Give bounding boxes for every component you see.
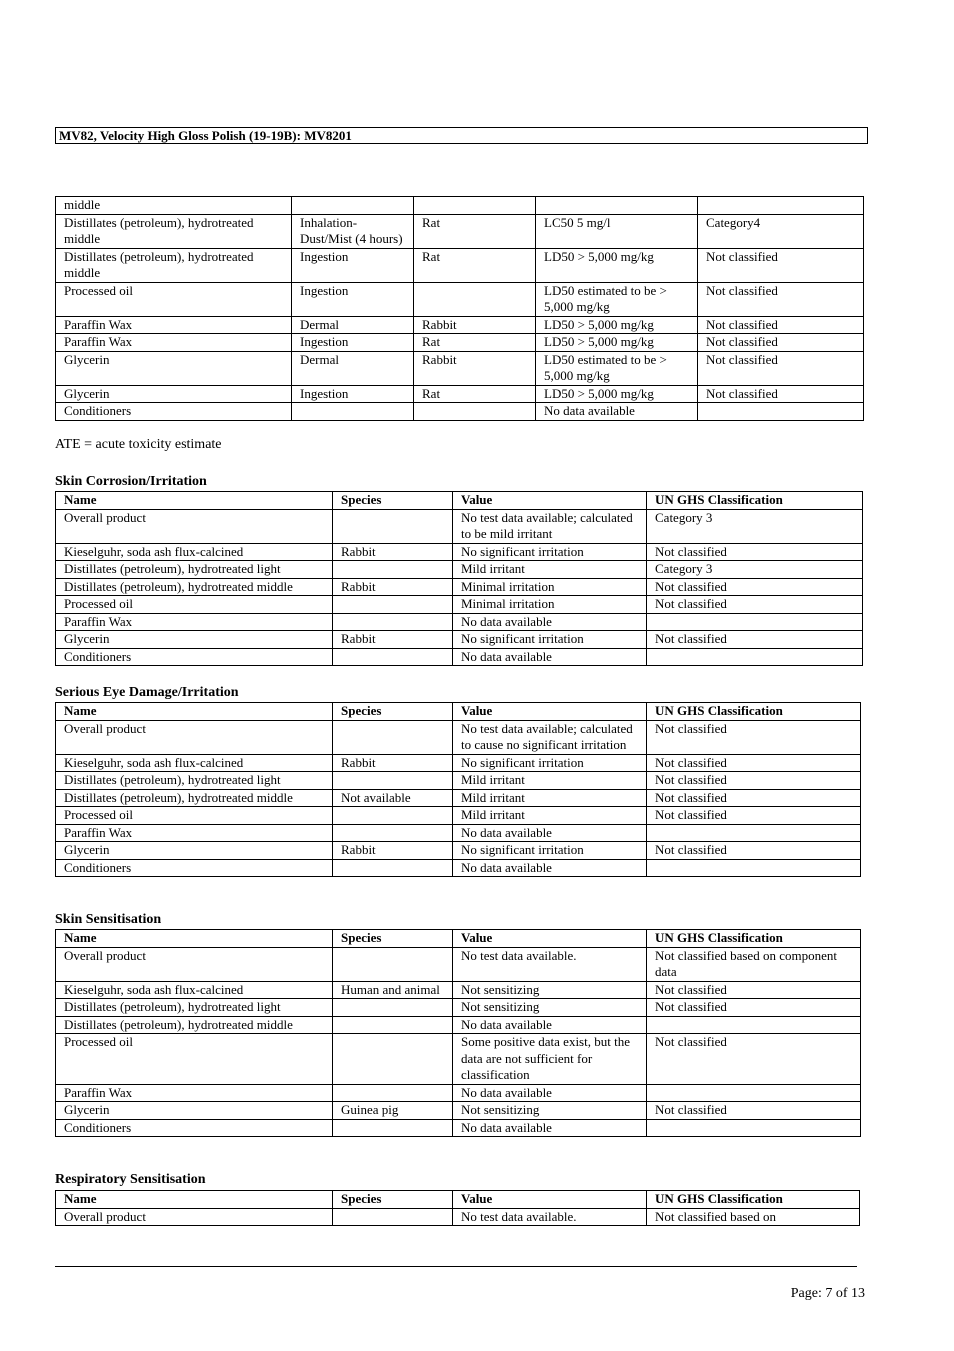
table-cell: Rat <box>414 214 536 248</box>
table-row <box>56 197 864 215</box>
acute-toxicity-table <box>55 196 864 421</box>
table-cell <box>414 403 536 421</box>
table-cell: LD50 > 5,000 mg/kg <box>536 316 698 334</box>
table-cell: Overall product <box>56 720 333 754</box>
table-cell: Conditioners <box>56 648 333 666</box>
table-cell: Ingestion <box>292 248 414 282</box>
table-cell: Human and animal <box>333 981 453 999</box>
table-cell <box>414 197 536 215</box>
table-cell: Rat <box>414 248 536 282</box>
table-cell <box>333 1034 453 1085</box>
table-cell: Category 3 <box>647 509 863 543</box>
table-cell: Conditioners <box>56 403 292 421</box>
table-cell <box>647 1119 861 1137</box>
table-cell: LD50 > 5,000 mg/kg <box>536 334 698 352</box>
table-cell: Glycerin <box>56 842 333 860</box>
table-row <box>56 631 863 649</box>
footer-divider <box>55 1266 857 1267</box>
table-row <box>56 334 864 352</box>
column-header: Value <box>453 930 647 948</box>
column-header: Species <box>333 703 453 721</box>
column-header: Name <box>56 930 333 948</box>
table-cell <box>333 1208 453 1226</box>
table-cell <box>333 720 453 754</box>
table-cell: Distillates (petroleum), hydrotreated middle <box>56 248 292 282</box>
table-cell: Overall product <box>56 509 333 543</box>
table-row <box>56 214 864 248</box>
respiratory-sensitisation-title: Respiratory Sensitisation <box>55 1172 206 1187</box>
table-cell: Not classified based on <box>647 1208 860 1226</box>
table-cell: Glycerin <box>56 631 333 649</box>
table-cell: Distillates (petroleum), hydrotreated middle <box>56 214 292 248</box>
table-cell: Minimal irritation <box>453 578 647 596</box>
column-header: UN GHS Classification <box>647 1191 860 1209</box>
table-cell <box>333 999 453 1017</box>
table-cell: Rabbit <box>333 754 453 772</box>
table-cell <box>333 596 453 614</box>
table-row <box>56 789 861 807</box>
table-cell: No significant irritation <box>453 754 647 772</box>
table-cell <box>333 859 453 877</box>
table-cell <box>414 282 536 316</box>
table-cell: Not classified <box>698 282 864 316</box>
table-cell: Paraffin Wax <box>56 316 292 334</box>
table-cell <box>647 1084 861 1102</box>
table-cell: Not classified <box>647 754 861 772</box>
table-row <box>56 1034 861 1085</box>
column-header: Value <box>453 703 647 721</box>
table-cell: Not classified <box>647 789 861 807</box>
table-cell: Some positive data exist, but the data are not sufficient for classification <box>453 1034 647 1085</box>
table-cell: Rat <box>414 334 536 352</box>
table-cell: Processed oil <box>56 596 333 614</box>
table-row <box>56 648 863 666</box>
table-cell: Category 3 <box>647 561 863 579</box>
page-number: Page: 7 of 13 <box>790 1286 865 1301</box>
table-cell: Mild irritant <box>453 561 647 579</box>
document-header-title: MV82, Velocity High Gloss Polish (19-19B): MV8201 <box>55 127 868 144</box>
table-row <box>56 351 864 385</box>
table-cell: No data available <box>453 1119 647 1137</box>
table-header-row <box>56 703 861 721</box>
table-cell: No significant irritation <box>453 543 647 561</box>
table-cell <box>647 613 863 631</box>
table-cell: No data available <box>453 1084 647 1102</box>
table-cell: No test data available. <box>453 947 647 981</box>
table-row <box>56 1208 860 1226</box>
table-cell: Not classified <box>647 999 861 1017</box>
table-cell <box>333 1119 453 1137</box>
column-header: Name <box>56 703 333 721</box>
table-cell: No data available <box>453 648 647 666</box>
respiratory-sensitisation-table <box>55 1190 860 1226</box>
table-cell: Inhalation-Dust/Mist (4 hours) <box>292 214 414 248</box>
table-cell: Distillates (petroleum), hydrotreated middle <box>56 789 333 807</box>
table-header-row <box>56 492 863 510</box>
table-row <box>56 807 861 825</box>
table-cell: Not classified <box>647 772 861 790</box>
table-cell: No data available <box>536 403 698 421</box>
table-cell: Rabbit <box>333 578 453 596</box>
table-cell <box>333 772 453 790</box>
table-cell: Rabbit <box>333 543 453 561</box>
table-cell: LC50 5 mg/l <box>536 214 698 248</box>
table-cell: Distillates (petroleum), hydrotreated middle <box>56 578 333 596</box>
table-cell: Ingestion <box>292 334 414 352</box>
table-cell: Ingestion <box>292 385 414 403</box>
table-cell: Kieselguhr, soda ash flux-calcined <box>56 754 333 772</box>
table-row <box>56 282 864 316</box>
table-row <box>56 385 864 403</box>
table-cell <box>698 403 864 421</box>
skin-sensitisation-table <box>55 929 861 1137</box>
table-cell: No test data available; calculated to be mild irritant <box>453 509 647 543</box>
column-header: Name <box>56 492 333 510</box>
table-cell: Glycerin <box>56 351 292 385</box>
table-cell: No data available <box>453 613 647 631</box>
table-row <box>56 596 863 614</box>
table-cell: No test data available; calculated to cause no significant irritation <box>453 720 647 754</box>
table-cell: Not classified <box>698 351 864 385</box>
column-header: UN GHS Classification <box>647 492 863 510</box>
table-cell: No data available <box>453 1016 647 1034</box>
table-cell <box>292 197 414 215</box>
table-cell <box>647 859 861 877</box>
column-header: Species <box>333 1191 453 1209</box>
table-cell <box>333 1084 453 1102</box>
table-cell: Not classified <box>647 578 863 596</box>
table-cell: No significant irritation <box>453 631 647 649</box>
table-cell <box>333 824 453 842</box>
table-cell <box>333 807 453 825</box>
table-cell: Not classified <box>647 807 861 825</box>
table-row <box>56 561 863 579</box>
table-cell: Conditioners <box>56 1119 333 1137</box>
table-row <box>56 824 861 842</box>
table-cell: Not classified <box>647 720 861 754</box>
table-cell: Paraffin Wax <box>56 334 292 352</box>
table-cell: Mild irritant <box>453 789 647 807</box>
table-row <box>56 842 861 860</box>
table-cell: Rabbit <box>333 842 453 860</box>
eye-damage-title: Serious Eye Damage/Irritation <box>55 685 239 700</box>
column-header: UN GHS Classification <box>647 930 861 948</box>
table-row <box>56 999 861 1017</box>
table-row <box>56 947 861 981</box>
column-header: Value <box>453 492 647 510</box>
table-cell: Overall product <box>56 1208 333 1226</box>
table-cell: Not classified <box>647 981 861 999</box>
table-cell <box>333 509 453 543</box>
eye-damage-table <box>55 702 861 877</box>
table-cell <box>536 197 698 215</box>
table-cell: Distillates (petroleum), hydrotreated middle <box>56 1016 333 1034</box>
table-cell: Rat <box>414 385 536 403</box>
table-row <box>56 316 864 334</box>
table-cell: Distillates (petroleum), hydrotreated light <box>56 999 333 1017</box>
table-cell: No significant irritation <box>453 842 647 860</box>
table-header-row <box>56 1191 860 1209</box>
table-row <box>56 1084 861 1102</box>
table-cell: Not sensitizing <box>453 999 647 1017</box>
table-row <box>56 981 861 999</box>
table-cell: Not classified <box>698 316 864 334</box>
table-cell <box>698 197 864 215</box>
table-cell: Glycerin <box>56 385 292 403</box>
table-cell: Not classified <box>698 385 864 403</box>
table-cell: Not classified <box>647 543 863 561</box>
table-cell: No data available <box>453 824 647 842</box>
table-row <box>56 1119 861 1137</box>
table-cell: Mild irritant <box>453 772 647 790</box>
table-cell: Category4 <box>698 214 864 248</box>
table-cell: Mild irritant <box>453 807 647 825</box>
table-cell: Kieselguhr, soda ash flux-calcined <box>56 981 333 999</box>
table-row <box>56 509 863 543</box>
table-cell <box>292 403 414 421</box>
table-cell: Conditioners <box>56 859 333 877</box>
table-cell: Paraffin Wax <box>56 824 333 842</box>
table-row <box>56 403 864 421</box>
table-cell: LD50 > 5,000 mg/kg <box>536 385 698 403</box>
table-cell: Minimal irritation <box>453 596 647 614</box>
table-row <box>56 859 861 877</box>
table-cell: Rabbit <box>333 631 453 649</box>
table-cell: Dermal <box>292 316 414 334</box>
table-cell: Dermal <box>292 351 414 385</box>
table-cell: Not classified <box>647 1102 861 1120</box>
table-cell <box>333 947 453 981</box>
table-cell: Not available <box>333 789 453 807</box>
table-cell: No test data available. <box>453 1208 647 1226</box>
table-cell <box>647 648 863 666</box>
table-cell: Not classified based on component data <box>647 947 861 981</box>
table-cell <box>647 824 861 842</box>
column-header: Name <box>56 1191 333 1209</box>
table-cell: Guinea pig <box>333 1102 453 1120</box>
table-cell: Processed oil <box>56 807 333 825</box>
table-cell <box>333 648 453 666</box>
table-cell: Not classified <box>647 631 863 649</box>
table-cell: Processed oil <box>56 1034 333 1085</box>
table-cell: LD50 estimated to be > 5,000 mg/kg <box>536 351 698 385</box>
table-cell: Kieselguhr, soda ash flux-calcined <box>56 543 333 561</box>
table-cell: middle <box>56 197 292 215</box>
column-header: UN GHS Classification <box>647 703 861 721</box>
table-cell <box>647 1016 861 1034</box>
table-cell: Not classified <box>698 334 864 352</box>
table-cell: Overall product <box>56 947 333 981</box>
table-cell: Processed oil <box>56 282 292 316</box>
table-cell <box>333 561 453 579</box>
table-row <box>56 772 861 790</box>
table-header-row <box>56 930 861 948</box>
table-cell: Not classified <box>647 842 861 860</box>
table-cell: Not classified <box>698 248 864 282</box>
table-cell: Ingestion <box>292 282 414 316</box>
column-header: Species <box>333 492 453 510</box>
skin-sensitisation-title: Skin Sensitisation <box>55 912 162 927</box>
table-cell: Rabbit <box>414 316 536 334</box>
column-header: Species <box>333 930 453 948</box>
ate-note: ATE = acute toxicity estimate <box>55 437 222 452</box>
table-cell <box>333 1016 453 1034</box>
skin-corrosion-table <box>55 491 863 666</box>
table-cell: Not sensitizing <box>453 1102 647 1120</box>
column-header: Value <box>453 1191 647 1209</box>
table-cell: Not sensitizing <box>453 981 647 999</box>
table-cell: Distillates (petroleum), hydrotreated light <box>56 561 333 579</box>
table-row <box>56 613 863 631</box>
table-row <box>56 1016 861 1034</box>
table-cell: Rabbit <box>414 351 536 385</box>
table-cell: Not classified <box>647 596 863 614</box>
table-row <box>56 248 864 282</box>
table-row <box>56 720 861 754</box>
table-cell: LD50 > 5,000 mg/kg <box>536 248 698 282</box>
table-row <box>56 1102 861 1120</box>
table-cell: Not classified <box>647 1034 861 1085</box>
table-cell <box>333 613 453 631</box>
skin-corrosion-title: Skin Corrosion/Irritation <box>55 474 207 489</box>
table-row <box>56 543 863 561</box>
table-cell: Paraffin Wax <box>56 1084 333 1102</box>
table-cell: Glycerin <box>56 1102 333 1120</box>
table-row <box>56 754 861 772</box>
table-cell: Distillates (petroleum), hydrotreated light <box>56 772 333 790</box>
table-cell: LD50 estimated to be > 5,000 mg/kg <box>536 282 698 316</box>
table-row <box>56 578 863 596</box>
table-cell: Paraffin Wax <box>56 613 333 631</box>
table-cell: No data available <box>453 859 647 877</box>
